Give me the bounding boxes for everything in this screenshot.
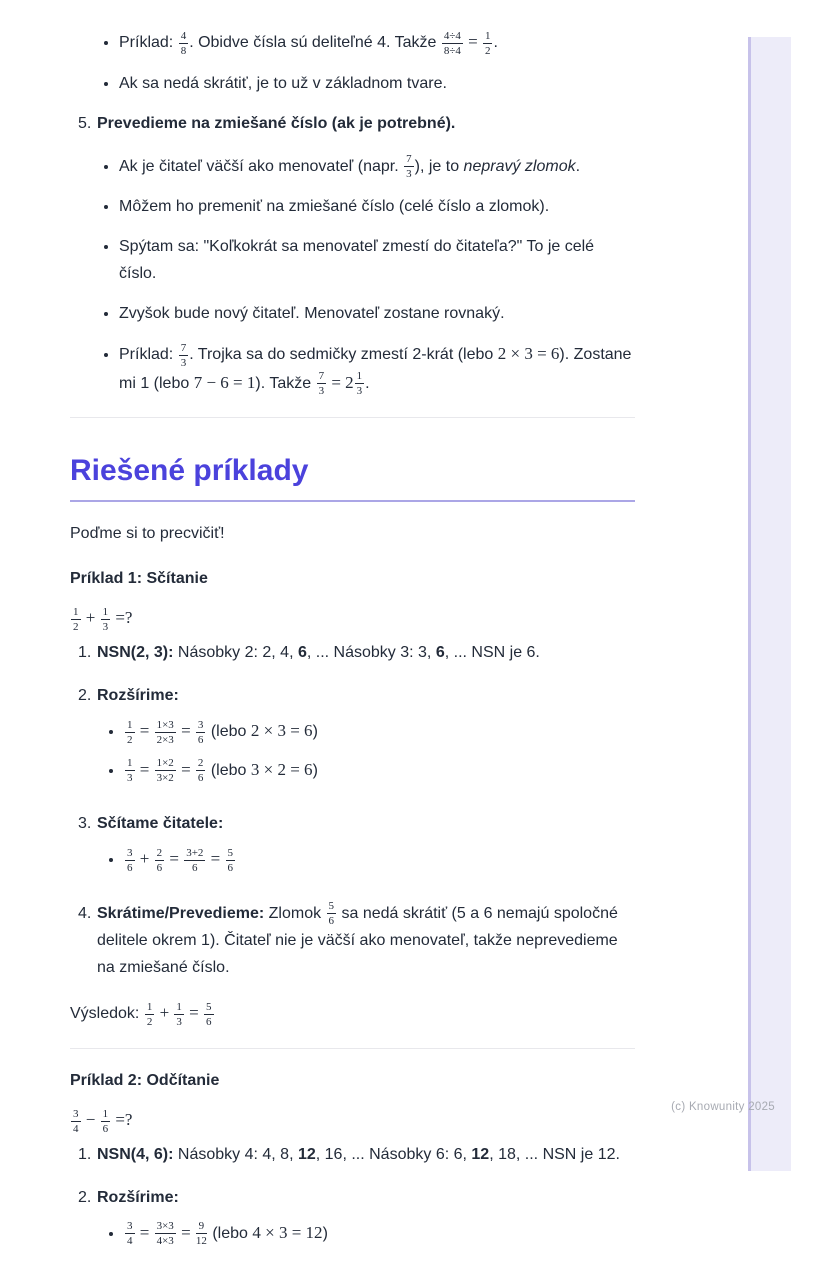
numbered-list — [70, 1141, 635, 1258]
numbered-item — [78, 900, 635, 982]
math-line — [70, 604, 635, 633]
item-number: 1. — [78, 1145, 92, 1163]
fraction — [100, 606, 112, 633]
fraction-denominator: 6 — [156, 861, 163, 874]
fraction-denominator: 3 — [180, 356, 187, 369]
fraction-denominator: 12 — [195, 1235, 207, 1248]
fraction-numerator: 4 — [180, 29, 187, 42]
fraction-denominator: 2×3 — [156, 733, 174, 746]
fraction — [124, 757, 136, 784]
text: . — [365, 374, 370, 392]
text: (lebo — [206, 761, 251, 779]
fraction — [178, 30, 190, 57]
item-body — [97, 810, 635, 884]
italic-text: nepravý zlomok — [463, 157, 576, 175]
text: Príklad: — [119, 34, 178, 51]
text: Násobky 4: 4, 8, — [173, 1145, 298, 1163]
fraction — [195, 1220, 208, 1247]
fraction-denominator: 6 — [127, 861, 133, 874]
text: , 16, ... Násobky 6: 6, — [315, 1145, 472, 1163]
text: Násobky 2: 2, 4, — [173, 643, 298, 661]
fraction-numerator: 5 — [206, 1000, 212, 1013]
copyright-notice: (c) Knowunity 2025 — [671, 1101, 775, 1113]
text: . Obidve čísla sú deliteľné 4. Takže — [189, 34, 441, 51]
text: Spýtam sa: "Koľkokrát sa menovateľ zmestí do čitateľa?" To je celé číslo. — [119, 238, 595, 283]
text: . Trojka sa do sedmičky zmestí 2-krát (lebo — [189, 346, 498, 364]
fraction-numerator: 1 — [176, 1000, 182, 1013]
fraction-denominator: 4×3 — [156, 1235, 174, 1248]
text: Ak sa nedá skrátiť, je to už v základnom tvare. — [119, 74, 447, 92]
fraction-numerator: 2 — [156, 846, 163, 859]
fraction — [154, 1220, 177, 1247]
fraction-numerator: 5 — [328, 900, 335, 913]
fraction — [124, 719, 136, 746]
text: , ... NSN je 6. — [444, 643, 540, 661]
fraction — [225, 847, 237, 874]
fraction — [124, 847, 136, 874]
math-text: + — [81, 608, 100, 628]
bold-text: 6 — [297, 643, 307, 661]
fraction — [482, 30, 494, 57]
item-body — [97, 1184, 635, 1258]
item-body — [97, 639, 635, 666]
fraction-numerator: 1 — [484, 29, 491, 42]
sub-list-item — [124, 756, 635, 785]
fraction-numerator: 7 — [180, 341, 187, 354]
list-item — [119, 70, 635, 97]
math-text: = — [463, 32, 482, 51]
text: , 18, ... NSN je 12. — [489, 1145, 620, 1163]
fraction-numerator: 1 — [146, 1000, 153, 1013]
fraction — [154, 719, 177, 746]
math-line — [70, 1106, 635, 1135]
sub-list-item — [124, 845, 635, 874]
list-item — [119, 233, 635, 287]
fraction — [124, 1220, 136, 1247]
numbered-list — [70, 639, 635, 981]
fraction — [178, 342, 190, 369]
fraction-denominator: 8 — [180, 44, 187, 57]
fraction-denominator: 6 — [227, 861, 233, 874]
fraction — [316, 370, 328, 397]
fraction-numerator: 1 — [356, 370, 363, 383]
fraction — [195, 719, 207, 746]
list-item — [119, 300, 635, 327]
math-text: = — [135, 1222, 154, 1242]
item-number: 5. — [78, 114, 92, 132]
fraction-denominator: 3 — [356, 385, 363, 398]
mixed-number — [345, 370, 365, 398]
math-text: − — [81, 1109, 100, 1129]
fraction — [203, 1001, 215, 1028]
fraction-denominator: 4 — [73, 1122, 79, 1135]
document-content — [70, 28, 635, 1273]
math-text: = — [176, 1222, 195, 1242]
paragraph — [70, 565, 635, 592]
text: Príklad: — [119, 346, 178, 364]
fraction — [354, 370, 366, 397]
text: Môžem ho premeniť na zmiešané číslo (celé číslo a zlomok). — [119, 198, 550, 216]
text: ) — [312, 761, 318, 779]
sub-bullet-list — [97, 1219, 635, 1248]
fraction-numerator: 1×2 — [156, 757, 174, 770]
math-text: 3 × 2 = 6 — [250, 759, 313, 779]
fraction — [195, 757, 207, 784]
text: ) — [312, 722, 318, 740]
numbered-item — [78, 682, 635, 794]
fraction-denominator: 6 — [206, 1015, 212, 1028]
item-body — [97, 110, 635, 137]
fraction-numerator: • 3 — [127, 846, 133, 859]
fraction-denominator: 3 — [127, 772, 133, 785]
fraction — [100, 1108, 112, 1135]
scrollbar-track[interactable] — [748, 37, 791, 1171]
text: ). Zostane mi 1 (lebo — [119, 346, 632, 392]
fraction-denominator: 3 — [176, 1015, 182, 1028]
fraction-denominator: 3×2 — [156, 772, 174, 785]
text: Poďme si to precvičiť! — [70, 525, 225, 543]
list-item — [119, 153, 635, 181]
text: Výsledok: — [70, 1005, 144, 1023]
fraction-numerator: 1 — [73, 605, 79, 618]
fraction-numerator: 3 — [73, 1107, 79, 1120]
fraction-numerator: 5 — [227, 846, 233, 859]
math-text: = — [135, 720, 154, 740]
math-text: + — [155, 1003, 174, 1023]
numbered-item — [78, 110, 635, 137]
text: ), je to — [414, 157, 464, 175]
bold-text: 12 — [471, 1145, 490, 1163]
bold-text: Príklad 1: Sčítanie — [70, 570, 208, 588]
fraction-denominator: 3 — [102, 620, 109, 633]
numbered-item — [78, 1184, 635, 1258]
fraction — [144, 1001, 156, 1028]
fraction — [70, 606, 82, 633]
numbered-item — [78, 1141, 635, 1168]
fraction-numerator: • 3 — [127, 1220, 133, 1233]
bullet-list — [70, 153, 635, 398]
sub-list-item — [124, 717, 635, 746]
fraction-numerator: 9 — [196, 1220, 207, 1234]
item-number: 1. — [78, 643, 92, 661]
bold-text: Sčítame čitatele: — [97, 815, 224, 833]
bold-text: NSN(2, 3): — [97, 643, 174, 661]
math-text: = — [184, 1003, 203, 1023]
bold-text: Prevedieme na zmiešané číslo (ak je potrebné). — [97, 114, 456, 132]
bullet-list — [70, 28, 635, 97]
fraction-denominator: 2 — [484, 44, 491, 57]
fraction — [154, 757, 177, 784]
bold-text: Skrátime/Prevedieme: — [97, 904, 265, 922]
text: , ... Násobky 3: 3, — [306, 643, 436, 661]
fraction-denominator: 6 — [197, 733, 204, 746]
fraction-numerator: • 1 — [127, 718, 133, 731]
list-item — [119, 340, 635, 397]
fraction-numerator: 2 — [197, 757, 204, 770]
text: Ak je čitateľ väčší ako menovateľ (napr. — [119, 157, 404, 175]
item-number: 3. — [78, 815, 92, 833]
item-number: 2. — [78, 1188, 92, 1206]
fraction — [326, 900, 338, 927]
math-text: = — [176, 759, 195, 779]
sub-bullet-list — [97, 717, 635, 784]
mixed-number-whole: 2 — [345, 372, 354, 392]
fraction-denominator: 2 — [73, 620, 79, 633]
text: ) — [322, 1224, 328, 1242]
item-number: 2. — [78, 686, 92, 704]
numbered-item — [78, 810, 635, 884]
fraction-numerator: 3 — [197, 718, 204, 731]
math-text: = — [327, 372, 346, 392]
fraction-denominator: 2 — [127, 733, 133, 746]
fraction — [173, 1001, 185, 1028]
math-text: 4 × 3 = 12 — [252, 1222, 323, 1242]
fraction-numerator: 7 — [406, 153, 412, 166]
numbered-item — [78, 639, 635, 666]
text: Zvyšok bude nový čitateľ. Menovateľ zostane rovnaký. — [119, 305, 505, 323]
text: Zlomok — [264, 904, 326, 922]
bold-text: Rozšírime: — [97, 1188, 179, 1206]
sub-bullet-list — [97, 845, 635, 874]
fraction-denominator: 4 — [127, 1235, 133, 1248]
paragraph — [70, 520, 635, 547]
text: . — [575, 157, 581, 175]
fraction-numerator: 4÷4 — [443, 29, 461, 42]
section-divider — [70, 1048, 635, 1049]
math-text: = — [135, 759, 154, 779]
list-item — [119, 28, 635, 57]
fraction-denominator: 6 — [192, 861, 198, 874]
fraction-denominator: 8÷4 — [443, 44, 461, 57]
math-text: 2 × 3 = 6 — [497, 344, 560, 364]
section-heading: Riešené príklady — [70, 452, 635, 502]
math-text: = — [165, 849, 184, 869]
bold-text: Príklad 2: Odčítanie — [70, 1071, 220, 1089]
text: . — [493, 34, 498, 51]
section-divider — [70, 417, 635, 418]
fraction-numerator: 7 — [318, 370, 325, 383]
paragraph — [70, 1067, 635, 1094]
fraction — [70, 1108, 82, 1135]
fraction-denominator: 3 — [318, 385, 325, 398]
fraction — [441, 30, 464, 57]
fraction-numerator: 1 — [102, 605, 109, 618]
bold-text: 6 — [435, 643, 445, 661]
bold-text: Rozšírime: — [97, 686, 179, 704]
bold-text: NSN(4, 6): — [97, 1145, 174, 1163]
math-text: =? — [111, 608, 133, 628]
math-text: =? — [111, 1109, 133, 1129]
text: (lebo — [207, 1224, 253, 1242]
fraction-denominator: 6 — [328, 915, 335, 928]
paragraph — [70, 999, 635, 1028]
fraction-denominator: 2 — [146, 1015, 153, 1028]
fraction-denominator: 3 — [406, 168, 412, 181]
item-number: 4. — [78, 904, 92, 922]
item-body — [97, 1141, 635, 1168]
fraction-denominator: 6 — [102, 1122, 109, 1135]
list-item — [119, 193, 635, 220]
fraction-numerator: • 1 — [127, 757, 133, 770]
fraction-numerator: 3×3 — [156, 1220, 174, 1233]
item-body — [97, 900, 635, 982]
math-text: 7 − 6 = 1 — [193, 372, 256, 392]
fraction-numerator: 3+2 — [186, 846, 204, 859]
fraction — [154, 847, 166, 874]
text: ). Takže — [255, 374, 316, 392]
math-text: + — [135, 849, 154, 869]
text: sa nedá skrátiť (5 a 6 nemajú spoločné delitele okrem 1). Čitateľ nie je väčší ako menovateľ, takže neprevedieme na zmiešané číslo. — [97, 904, 618, 977]
bold-text: 12 — [297, 1145, 316, 1163]
fraction-numerator: 1 — [102, 1107, 109, 1120]
fraction — [183, 847, 206, 874]
sub-list-item — [124, 1219, 635, 1248]
math-text: = — [176, 720, 195, 740]
math-text: 2 × 3 = 6 — [250, 720, 313, 740]
numbered-list — [70, 110, 635, 137]
fraction — [403, 153, 415, 180]
item-body — [97, 682, 635, 794]
fraction-numerator: 1×3 — [156, 718, 174, 731]
fraction-denominator: 6 — [197, 772, 204, 785]
math-text: = — [206, 849, 225, 869]
text: (lebo — [206, 722, 251, 740]
